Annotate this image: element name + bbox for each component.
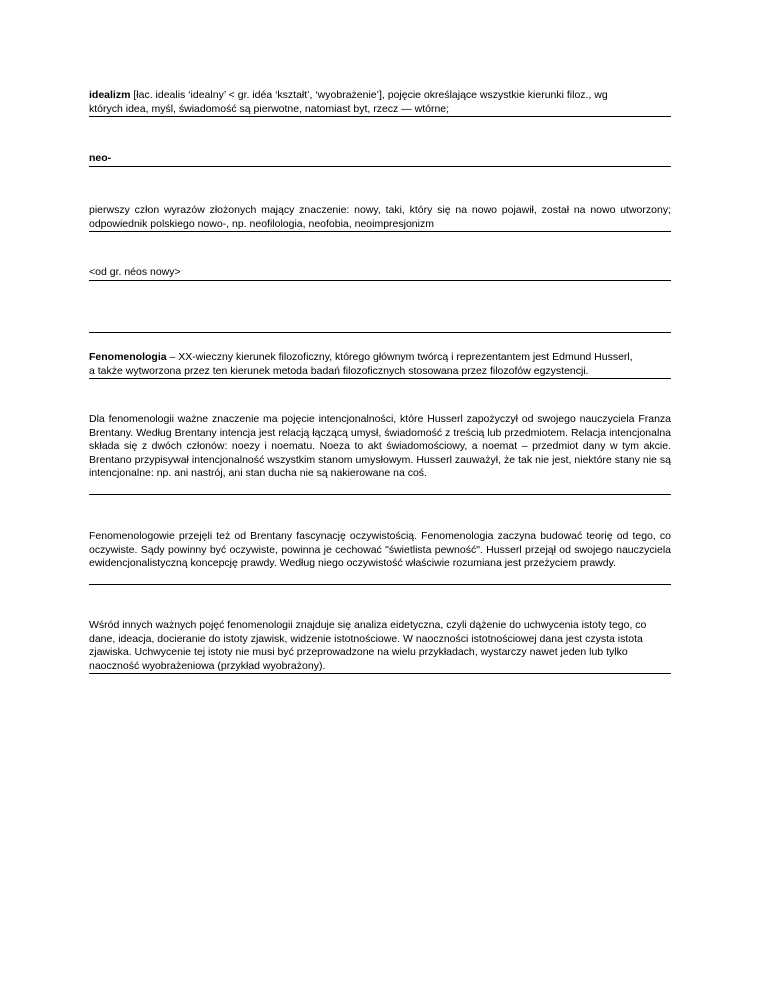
entry-neo-definition: pierwszy człon wyrazów złożonych mający znaczenie: nowy, taki, który się na nowo pojawił, został na nowo utworzony; odpowiednik polskiego nowo-, np. neofilologia, neofobia, neoimpresjonizm	[89, 204, 671, 232]
empty-divider	[89, 320, 671, 333]
definition-fenomenologia-line2: a także wytworzona przez ten kierunek metoda badań filozoficznych stosowana przez filozofów egzystencji.	[89, 364, 589, 377]
paragraph-oczywistosc: Fenomenologowie przejęli też od Brentany fascynację oczywistością. Fenomenologia zaczyna budować teorię od tego, co oczywiste. Sądy powinny być oczywiste, powinna je cechować "świetlista pewność". Husserl przejął od swojego nauczyciela ewidencjonalistyczną koncepcję prawdy. Według niego oczywistość właściwie rozumiana jest przeżyciem prawdy.	[89, 530, 671, 585]
paragraph-analiza-eidetyczna: Wśród innych ważnych pojęć fenomenologii znajduje się analiza eidetyczna, czyli dążenie do uchwycenia istoty tego, co dane, ideacja, docieranie do istoty zjawisk, widzenie istotnościowe. W naoczności istotnościowej dana jest czysta istota zjawiska. Uchwycenie tej istoty nie musi być przeprowadzone na wielu przykładach, wystarczy nawet jeden lub tylko naoczność wyobrażeniowa (przykład wyobrażony).	[89, 619, 671, 674]
term-fenomenologia: Fenomenologia	[89, 351, 167, 363]
term-idealizm: idealizm	[89, 89, 131, 101]
definition-idealizm-line2: których idea, myśl, świadomość są pierwotne, natomiast byt, rzecz — wtórne;	[89, 102, 450, 115]
entry-neo-term	[89, 152, 671, 167]
entry-neo-etymology: <od gr. néos nowy>	[89, 266, 671, 281]
definition-idealizm-line1: [łac. idealis ‘idealny’ < gr. idéa ‘kształt’, ‘wyobrażenie’], pojęcie określające wszystkie kierunki filoz., wg	[130, 89, 608, 101]
entry-idealizm	[89, 89, 671, 117]
paragraph-intencjonalnosc: Dla fenomenologii ważne znaczenie ma pojęcie intencjonalności, które Husserl zapożyczył od swojego nauczyciela Franza Brentany. Według Brentany intencja jest relacją łączącą umysł, świadomość z treścią lub przedmiotem. Relacja intencjonalna składa się z dwóch członów: noezy i noematu. Noeza to akt świadomościowy, a noemat – przedmiot dany w tym akcie. Brentano przypisywał intencjonalność wszystkim stanom umysłowym. Husserl zauważył, że tak nie jest, niektóre stany nie są intencjonalne: np. ani nastrój, ani stan ducha nie są nakierowane na coś.	[89, 413, 671, 495]
term-neo: neo-	[89, 152, 112, 164]
entry-fenomenologia	[89, 351, 671, 379]
definition-fenomenologia-line1: – XX-wieczny kierunek filozoficzny, którego głównym twórcą i reprezentantem jest Edmund Husserl,	[166, 351, 633, 363]
